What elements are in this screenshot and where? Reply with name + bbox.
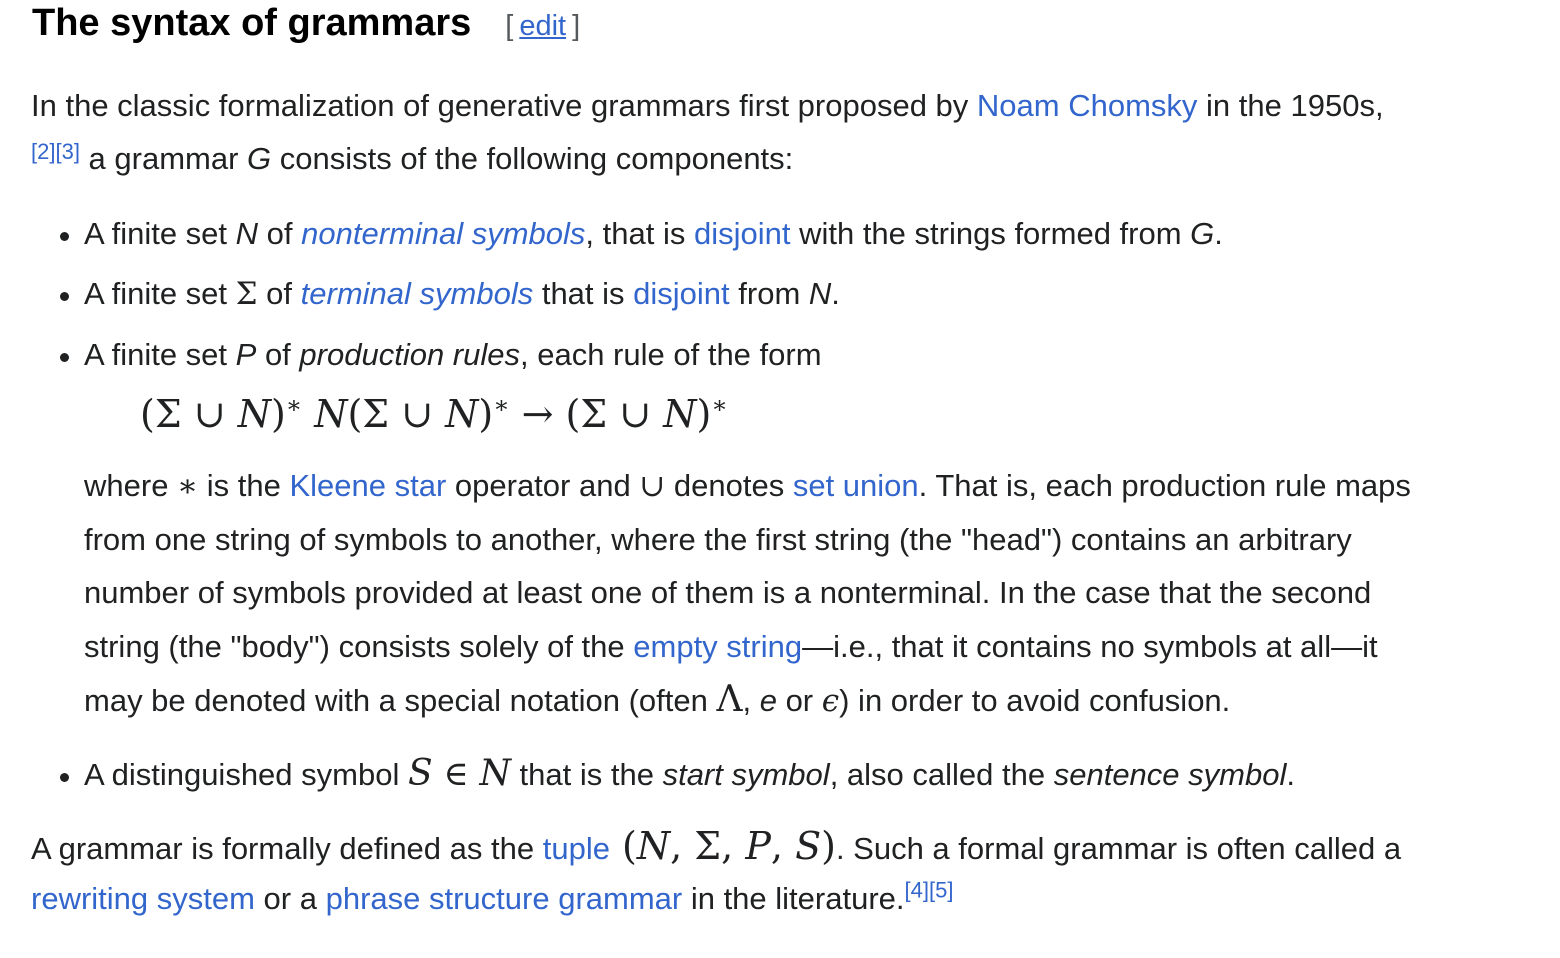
tuple-formula: (N, Σ, P, S) <box>622 824 836 868</box>
item-text: of <box>257 276 301 311</box>
edit-link[interactable]: edit <box>519 10 567 42</box>
production-explanation-line-4 <box>84 627 1378 667</box>
item-text: of <box>258 216 302 251</box>
item-text: ) in order to avoid confusion. <box>839 683 1231 718</box>
item-text: string (the "body") consists solely of the <box>84 629 634 664</box>
start-symbol-term: start symbol <box>662 757 830 792</box>
link-kleene-star[interactable]: Kleene star <box>289 468 447 503</box>
ref-3[interactable]: [3] <box>55 139 80 164</box>
symbol-P: P <box>235 337 257 372</box>
item-text: with the strings formed from <box>790 216 1191 251</box>
edit-bracket-close: ] <box>572 10 581 42</box>
item-text: . <box>1214 216 1223 251</box>
edit-bracket-open: [ <box>505 10 514 42</box>
item-text: . <box>1286 757 1295 792</box>
link-terminal-symbols[interactable]: terminal symbols <box>300 276 534 311</box>
production-rules-term: production rules <box>299 337 520 372</box>
intro-text: In the classic formalization of generative grammars first proposed by <box>31 88 977 123</box>
symbol-G: G <box>247 141 272 176</box>
list-item-start-symbol <box>84 754 1295 795</box>
kleene-star-symbol: ∗ <box>177 468 199 504</box>
intro-text: a grammar <box>79 141 248 176</box>
item-text: A finite set <box>84 276 236 311</box>
symbol-S: S <box>407 753 433 794</box>
bullet-dot <box>60 353 69 362</box>
item-text: may be denoted with a special notation (often <box>84 683 717 718</box>
paragraph-text: . Such a formal grammar is often called a <box>835 831 1402 866</box>
production-explanation-line-2: from one string of symbols to another, where the first string (the "head") contains an arbitrary <box>84 522 1352 557</box>
bullet-dot <box>60 292 69 301</box>
item-text: where <box>84 468 178 503</box>
production-explanation-line-1 <box>84 466 1411 506</box>
item-text: or <box>776 683 822 718</box>
item-text: A finite set <box>84 216 236 251</box>
link-empty-string[interactable]: empty string <box>633 629 803 664</box>
symbol-N: N <box>808 276 832 311</box>
item-text: operator and <box>446 468 640 503</box>
intro-line-1 <box>31 86 1384 126</box>
closing-line-1 <box>31 826 1401 869</box>
item-text: —i.e., that it contains no symbols at all—it <box>802 629 1378 664</box>
element-of-symbol: ∈ <box>432 754 480 794</box>
item-text: , each rule of the form <box>520 337 822 372</box>
list-item-productions <box>84 335 822 375</box>
closing-line-2 <box>31 879 953 919</box>
item-text: , also called the <box>829 757 1054 792</box>
paragraph-text: in the literature. <box>682 881 905 916</box>
intro-text: in the 1950s, <box>1197 88 1384 123</box>
list-item-nonterminals <box>84 214 1223 254</box>
section-title: The syntax of grammars <box>32 2 472 44</box>
item-text: of <box>256 337 300 372</box>
item-text: is the <box>198 468 290 503</box>
item-text: that is <box>533 276 634 311</box>
ref-4[interactable]: [4] <box>904 877 929 903</box>
link-disjoint-2[interactable]: disjoint <box>633 276 730 311</box>
item-text: A distinguished symbol <box>84 757 408 792</box>
symbol-G: G <box>1190 216 1215 251</box>
intro-line-2 <box>31 139 793 179</box>
section-heading-row <box>32 2 580 58</box>
symbol-N: N <box>235 216 259 251</box>
list-item-terminals <box>84 274 840 314</box>
symbol-sigma: Σ <box>235 276 258 312</box>
bullet-dot <box>60 773 69 782</box>
link-tuple[interactable]: tuple <box>542 831 610 866</box>
sentence-symbol-term: sentence symbol <box>1053 757 1287 792</box>
link-noam-chomsky[interactable]: Noam Chomsky <box>976 88 1198 123</box>
edit-section <box>505 10 580 43</box>
item-text: , <box>742 683 760 718</box>
symbol-e: e <box>759 683 777 718</box>
paragraph-text: or a <box>254 881 326 916</box>
production-explanation-line-5 <box>84 680 1230 721</box>
paragraph-text: A grammar is formally defined as the <box>31 831 543 866</box>
ref-5[interactable]: [5] <box>928 877 954 903</box>
item-text: . That is, each production rule maps <box>918 468 1411 503</box>
link-disjoint[interactable]: disjoint <box>693 216 791 251</box>
item-text: denotes <box>665 468 793 503</box>
symbol-N: N <box>479 753 511 794</box>
intro-text: consists of the following components: <box>271 141 794 176</box>
ref-2[interactable]: [2] <box>31 139 56 164</box>
link-phrase-structure-grammar[interactable]: phrase structure grammar <box>325 881 683 916</box>
item-text: A finite set <box>84 337 236 372</box>
symbol-lambda: Λ <box>716 679 743 720</box>
production-rule-formula: (Σ ∪ N)∗ N(Σ ∪ N)∗ → (Σ ∪ N)∗ <box>140 391 728 436</box>
item-text: , that is <box>585 216 694 251</box>
link-nonterminal-symbols[interactable]: nonterminal symbols <box>301 216 586 251</box>
bullet-dot <box>60 232 69 241</box>
item-text: from <box>729 276 809 311</box>
union-symbol: ∪ <box>639 468 666 504</box>
link-set-union[interactable]: set union <box>792 468 919 503</box>
item-text: . <box>831 276 840 311</box>
item-text: that is the <box>510 757 663 792</box>
symbol-epsilon: ϵ <box>821 683 840 719</box>
link-rewriting-system[interactable]: rewriting system <box>31 881 255 916</box>
production-explanation-line-3: number of symbols provided at least one of them is a nonterminal. In the case that the second <box>84 575 1372 610</box>
